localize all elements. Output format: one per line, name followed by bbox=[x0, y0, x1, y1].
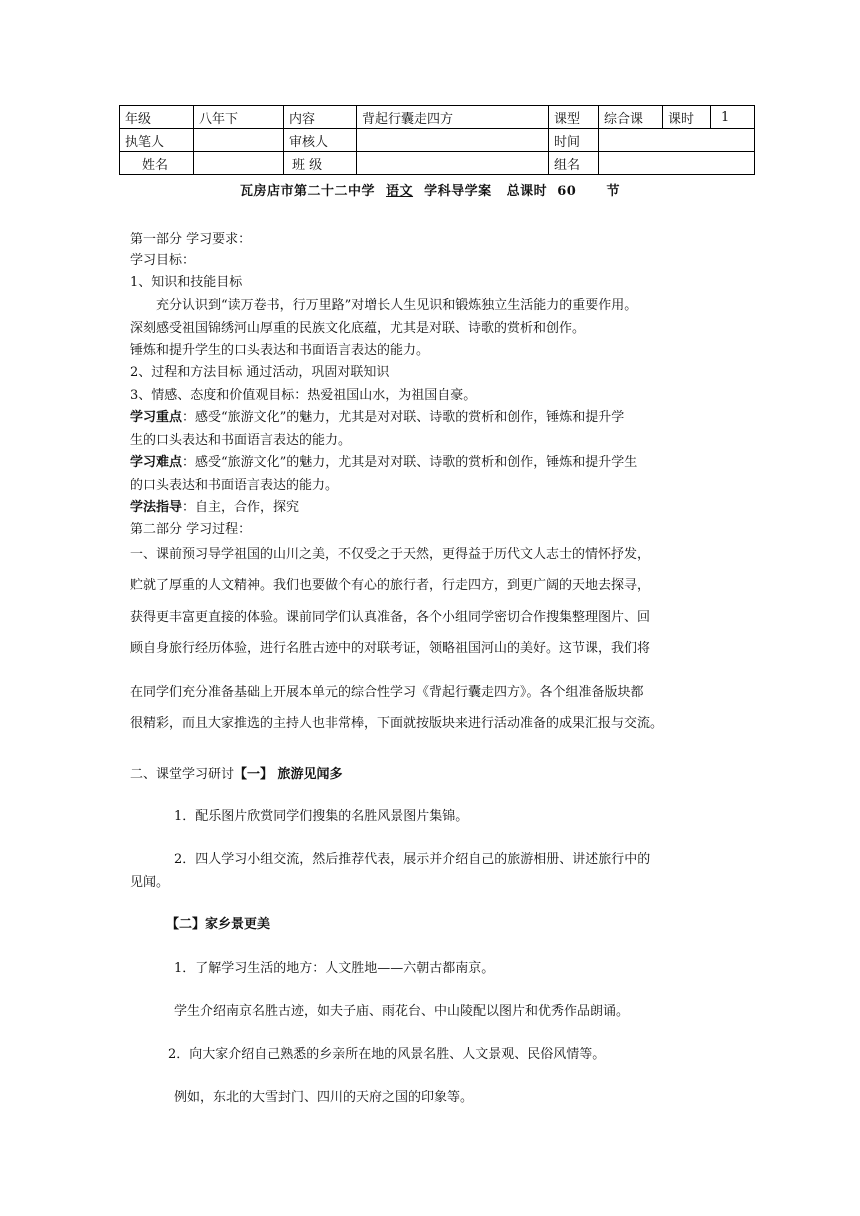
goals-title: 学习目标： bbox=[130, 253, 196, 268]
period-value: 1 bbox=[711, 106, 755, 129]
group-label: 组名 bbox=[549, 152, 599, 175]
intro-line-1: 一、课前预习导学祖国的山川之美，不仅受之于天然，更得益于历代文人志士的情怀抒发， bbox=[130, 547, 651, 562]
author-label: 执笔人 bbox=[120, 129, 194, 152]
sub2-title: 【二】家乡景更美 bbox=[166, 917, 271, 932]
author-value[interactable] bbox=[194, 129, 284, 152]
info-row-1 bbox=[120, 106, 755, 129]
document-header bbox=[0, 180, 860, 199]
difficulty-text1: ：感受“旅游文化”的魅力，尤其是对对联、诗歌的赏析和创作，锤炼和提升学生 bbox=[182, 455, 638, 470]
lesson-info-table bbox=[119, 105, 755, 175]
time-label: 时间 bbox=[549, 129, 599, 152]
key-points-label: 学习重点 bbox=[130, 410, 183, 425]
key-points-line1 bbox=[130, 406, 624, 425]
subject-name: 语文 bbox=[386, 184, 414, 199]
lesson-type-label: 课型 bbox=[549, 106, 599, 129]
section2-prefix: 二、课堂学习研讨 bbox=[130, 767, 235, 782]
section2-subtitle: 【一】 旅游见闻多 bbox=[234, 767, 343, 782]
method-text: ：自主，合作，探究 bbox=[182, 500, 300, 515]
period-label: 课时 bbox=[663, 106, 711, 129]
name-value[interactable] bbox=[194, 152, 284, 175]
s2-item2-detail: 例如，东北的大雪封门、四川的天府之国的印象等。 bbox=[174, 1090, 474, 1105]
school-name: 瓦房店市第二十二中学 bbox=[239, 184, 375, 199]
intro-line-5: 在同学们充分准备基础上开展本单元的综合性学习《背起行囊走四方》。各个组准备版块都 bbox=[130, 685, 644, 700]
goal1-title: 1、知识和技能目标 bbox=[130, 275, 243, 290]
key-points-line2: 生的口头表达和书面语言表达的能力。 bbox=[130, 433, 352, 448]
key-points-text1: ：感受“旅游文化”的魅力，尤其是对对联、诗歌的赏析和创作，锤炼和提升学 bbox=[182, 410, 625, 425]
reviewer-value[interactable] bbox=[357, 129, 549, 152]
goal1-line1: 充分认识到“读万卷书，行万里路”对增长人生见识和锻炼独立生活能力的重要作用。 bbox=[156, 298, 638, 313]
s1-item2-line1: 2．四人学习小组交流，然后推荐代表，展示并介绍自己的旅游相册、讲述旅行中的 bbox=[174, 852, 651, 867]
lesson-type-value: 综合课 bbox=[599, 106, 663, 129]
s1-item2-line2: 见闻。 bbox=[130, 875, 170, 890]
method-label: 学法指导 bbox=[130, 500, 183, 515]
info-row-3 bbox=[120, 152, 755, 175]
method-line bbox=[130, 496, 299, 515]
content-value: 背起行囊走四方 bbox=[357, 106, 549, 129]
grade-label: 年级 bbox=[120, 106, 194, 129]
section2-heading bbox=[130, 763, 343, 782]
case-label: 学科导学案 bbox=[424, 184, 492, 199]
goal1-line3: 锤炼和提升学生的口头表达和书面语言表达的能力。 bbox=[130, 343, 430, 358]
time-value[interactable] bbox=[599, 129, 755, 152]
s2-item1-detail: 学生介绍南京名胜古迹，如夫子庙、雨花台、中山陵配以图片和优秀作品朗诵。 bbox=[174, 1004, 630, 1019]
s2-item2: 2．向大家介绍自己熟悉的乡亲所在地的风景名胜、人文景观、民俗风情等。 bbox=[168, 1047, 606, 1062]
difficulty-label: 学习难点 bbox=[130, 455, 183, 470]
reviewer-label: 审核人 bbox=[284, 129, 357, 152]
part2-title: 第二部分 学习过程： bbox=[130, 522, 252, 537]
s2-item1: 1．了解学习生活的地方：人文胜地——六朝古都南京。 bbox=[174, 961, 495, 976]
group-value[interactable] bbox=[599, 152, 755, 175]
part1-title: 第一部分 学习要求： bbox=[130, 232, 252, 247]
s1-item1: 1．配乐图片欣赏同学们搜集的名胜风景图片集锦。 bbox=[174, 809, 469, 824]
intro-line-2: 贮就了厚重的人文精神。我们也要做个有心的旅行者，行走四方，到更广阔的天地去探寻， bbox=[130, 578, 651, 593]
total-periods-value: 60 bbox=[557, 184, 577, 199]
total-periods-label: 总课时 bbox=[506, 184, 548, 199]
class-value[interactable] bbox=[357, 152, 549, 175]
intro-line-6: 很精彩，而且大家推选的主持人也非常棒，下面就按版块来进行活动准备的成果汇报与交流。 bbox=[130, 716, 664, 731]
info-row-2 bbox=[120, 129, 755, 152]
grade-value: 八年下 bbox=[194, 106, 284, 129]
goal3: 3、情感、态度和价值观目标：热爱祖国山水，为祖国自豪。 bbox=[130, 388, 477, 403]
section-unit: 节 bbox=[606, 184, 621, 199]
class-label: 班 级 bbox=[284, 152, 357, 175]
content-label: 内容 bbox=[284, 106, 357, 129]
intro-line-4: 顾自身旅行经历体验，进行名胜古迹中的对联考证，领略祖国河山的美好。这节课，我们将 bbox=[130, 641, 651, 656]
intro-line-3: 获得更丰富更直接的体验。课前同学们认真准备，各个小组同学密切合作搜集整理图片、回 bbox=[130, 610, 651, 625]
name-label: 姓名 bbox=[120, 152, 194, 175]
goal2: 2、过程和方法目标 通过活动，巩固对联知识 bbox=[130, 365, 390, 380]
difficulty-line2: 的口头表达和书面语言表达的能力。 bbox=[130, 478, 339, 493]
difficulty-line1 bbox=[130, 451, 637, 470]
goal1-line2: 深刻感受祖国锦绣河山厚重的民族文化底蕴，尤其是对联、诗歌的赏析和创作。 bbox=[130, 321, 586, 336]
